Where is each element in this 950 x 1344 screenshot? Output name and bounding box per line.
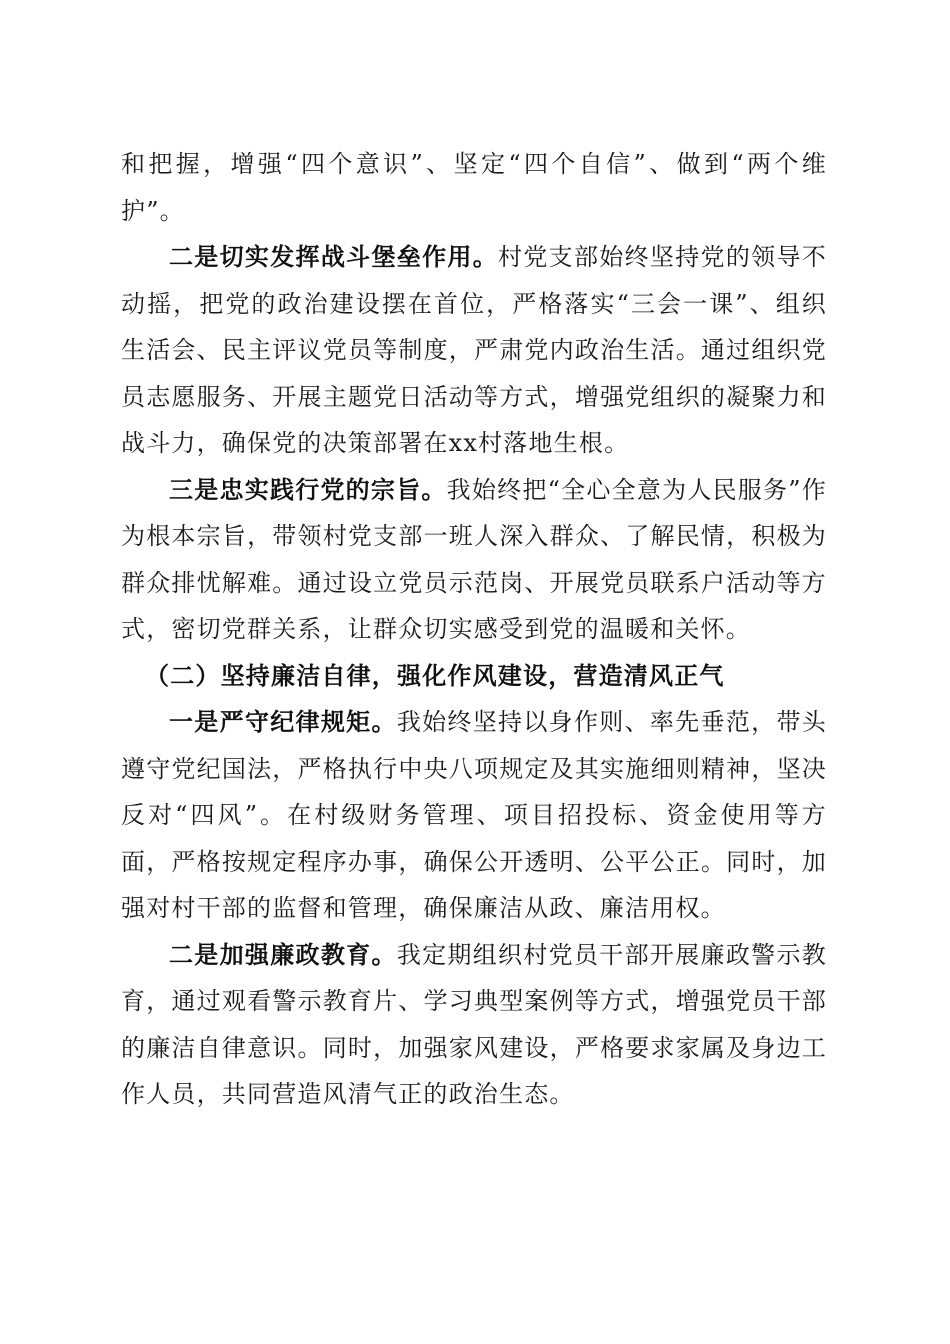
paragraph-party-purpose <box>121 467 827 653</box>
paragraph-lead: 二是切实发挥战斗堡垒作用。 <box>169 243 499 271</box>
paragraph-text: 我始终坚持以身作则、率先垂范，带头遵守党纪国法，严格执行中央八项规定及其实施细则精神，坚决反对“四风”。在村级财务管理、项目招投标、资金使用等方面，严格按规定程序办事，确保公开透明、公平公正。同时，加强对村干部的监督和管理，确保廉洁从政、廉洁用权。 <box>121 708 827 922</box>
paragraph-lead: 二是加强廉政教育。 <box>169 940 397 969</box>
paragraph-lead: 一是严守纪律规矩。 <box>169 708 397 736</box>
paragraph-lead: 三是忠实践行党的宗旨。 <box>169 475 447 504</box>
document-body <box>121 141 827 1118</box>
paragraph-integrity-education <box>121 932 827 1118</box>
paragraph-text: 我始终把“全心全意为人民服务”作为根本宗旨，带领村党支部一班人深入群众、了解民情，积极为群众排忧解难。通过设立党员示范岗、开展党员联系户活动等方式，密切党群关系，让群众切实感受到党的温暖和关怀。 <box>121 475 827 643</box>
paragraph-fortress-role <box>121 234 827 467</box>
paragraph-discipline <box>121 699 827 932</box>
paragraph-text: 村党支部始终坚持党的领导不动摇，把党的政治建设摆在首位，严格落实“三会一课”、组织生活会、民主评议党员等制度，严肃党内政治生活。通过组织党员志愿服务、开展主题党日活动等方式，增强党组织的凝聚力和战斗力，确保党的决策部署在xx村落地生根。 <box>121 243 827 457</box>
section-heading: （二）坚持廉洁自律，强化作风建设，营造清风正气 <box>145 661 725 690</box>
paragraph-text: 我定期组织村党员干部开展廉政警示教育，通过观看警示教育片、学习典型案例等方式，增强党员干部的廉洁自律意识。同时，加强家风建设，严格要求家属及身边工作人员，共同营造风清气正的政治生态。 <box>121 940 827 1108</box>
continued-paragraph <box>121 141 827 234</box>
paragraph-text: 和把握，增强“四个意识”、坚定“四个自信”、做到“两个维护”。 <box>121 150 827 225</box>
